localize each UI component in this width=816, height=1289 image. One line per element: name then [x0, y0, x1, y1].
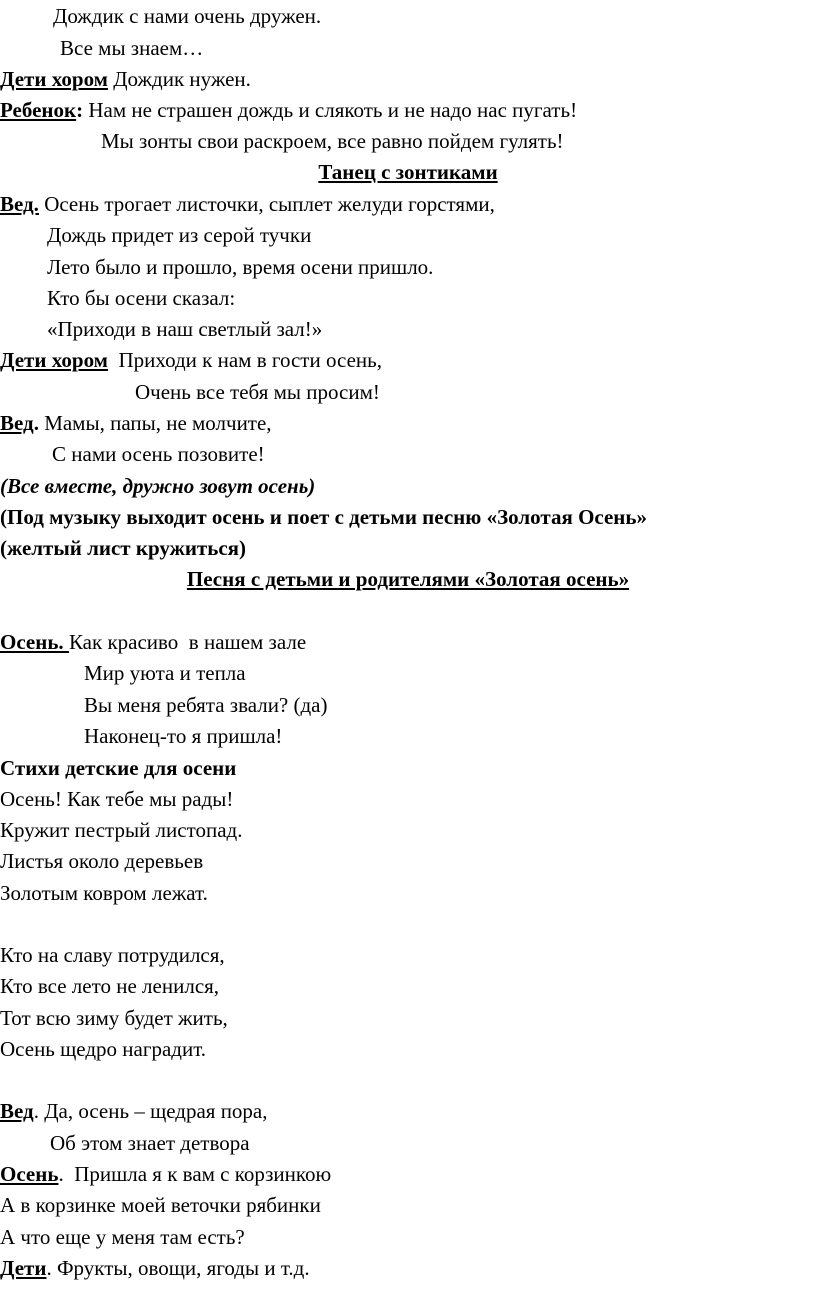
speaker-label: Осень. — [0, 630, 69, 654]
speech-text: Дождик нужен. — [107, 67, 251, 91]
text-line: Очень все тебя мы просим! — [135, 380, 380, 404]
speech-text: Приходи к нам в гости осень, — [107, 348, 382, 372]
text-line: Наконец-то я пришла! — [84, 724, 283, 748]
speaker-line — [0, 1161, 816, 1187]
speaker-label: Дети хором — [0, 348, 108, 372]
speaker-line — [0, 347, 816, 373]
speaker-line — [0, 1098, 816, 1124]
poem-line: Осень щедро наградит. — [0, 1037, 207, 1061]
speaker-label: Вед — [0, 1099, 34, 1123]
speaker-line — [0, 410, 816, 436]
poem-line: Тот всю зиму будет жить, — [0, 1006, 228, 1030]
speech-text: . Фрукты, овощи, ягоды и т.д. — [46, 1256, 310, 1280]
speaker-label: Вед — [0, 411, 34, 435]
text-line: Об этом знает детвора — [50, 1131, 250, 1155]
speaker-line — [0, 66, 816, 92]
stage-direction: (желтый лист кружиться) — [0, 536, 247, 560]
text-line: С нами осень позовите! — [52, 442, 265, 466]
speaker-label: Осень — [0, 1162, 59, 1186]
speech-text: . Пришла я к вам с корзинкою — [58, 1162, 332, 1186]
text-line: Дождик с нами очень дружен. — [53, 4, 322, 28]
speaker-label: Дети хором — [0, 67, 108, 91]
poem-line: Кто все лето не ленился, — [0, 974, 220, 998]
speaker-colon: : — [76, 98, 84, 122]
speech-text: Осень трогает листочки, сыплет желуди горстями, — [38, 192, 495, 216]
text-line: А в корзинке моей веточки рябинки — [0, 1193, 321, 1217]
stage-direction: (Все вместе, дружно зовут осень) — [0, 474, 316, 498]
speech-text: . Да, осень – щедрая пора, — [33, 1099, 268, 1123]
text-line: Мы зонты свои раскроем, все равно пойдем гулять! — [101, 129, 564, 153]
speech-text: Как красиво в нашем зале — [68, 630, 307, 654]
speaker-label: Дети — [0, 1256, 47, 1280]
speaker-line — [0, 97, 816, 123]
poem-line: Осень! Как тебе мы рады! — [0, 787, 234, 811]
section-heading — [0, 159, 816, 185]
speaker-dot: . — [33, 411, 39, 435]
text-line: Кто бы осени сказал: — [47, 286, 236, 310]
text-line: А что еще у меня там есть? — [0, 1225, 245, 1249]
poem-line: Золотым ковром лежат. — [0, 881, 208, 905]
subheading: Стихи детские для осени — [0, 756, 237, 780]
speaker-label: Ребенок — [0, 98, 77, 122]
speaker-line — [0, 1255, 816, 1281]
text-line: «Приходи в наш светлый зал!» — [47, 317, 323, 341]
speech-text: Мамы, папы, не молчите, — [38, 411, 272, 435]
speaker-line — [0, 629, 816, 655]
text-line: Дождь придет из серой тучки — [47, 223, 312, 247]
poem-line: Кто на славу потрудился, — [0, 943, 225, 967]
speaker-line — [0, 191, 816, 217]
text-line: Вы меня ребята звали? (да) — [84, 693, 328, 717]
section-heading — [0, 566, 816, 592]
heading-text: Песня с детьми и родителями «Золотая осень» — [186, 567, 630, 591]
speech-text: Нам не страшен дождь и слякоть и не надо нас пугать! — [83, 98, 578, 122]
text-line: Лето было и прошло, время осени пришло. — [47, 255, 434, 279]
heading-text: Танец с зонтиками — [318, 160, 498, 184]
poem-line: Кружит пестрый листопад. — [0, 818, 243, 842]
text-line: Все мы знаем… — [60, 36, 204, 60]
poem-line: Листья около деревьев — [0, 849, 204, 873]
stage-direction: (Под музыку выходит осень и поет с детьми песню «Золотая Осень» — [0, 505, 648, 529]
speaker-label: Вед. — [0, 192, 39, 216]
text-line: Мир уюта и тепла — [84, 661, 246, 685]
